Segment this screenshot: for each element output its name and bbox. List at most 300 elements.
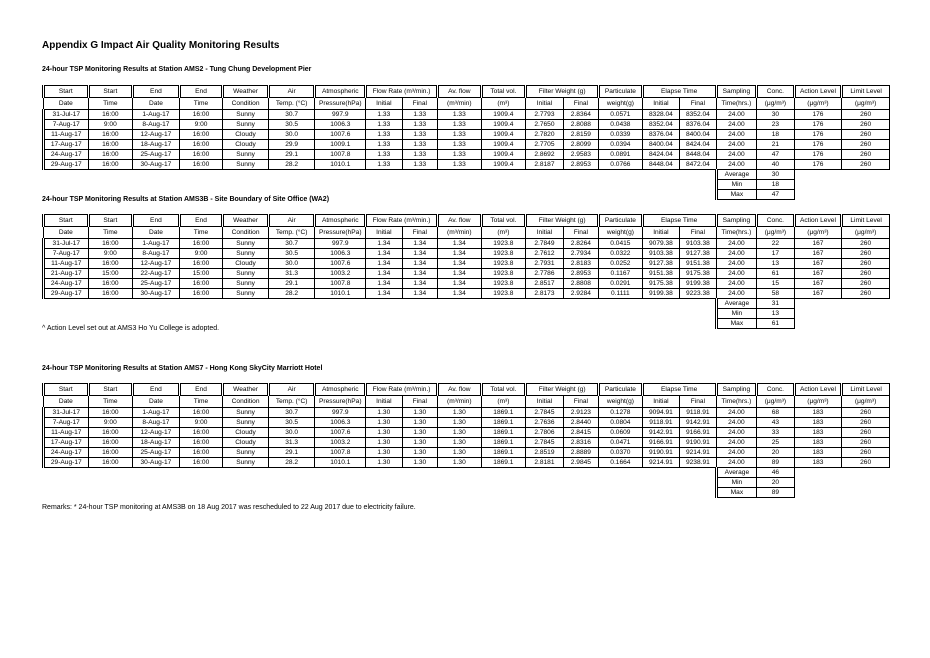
table-cell: 1007.6 bbox=[315, 428, 366, 438]
stat-value: 47 bbox=[757, 190, 794, 200]
table-cell: 16:00 bbox=[88, 239, 133, 249]
table-cell: 16:00 bbox=[179, 289, 223, 299]
table-cell: 1.33 bbox=[438, 160, 482, 170]
table-cell: 0.0571 bbox=[599, 110, 643, 120]
table-cell: 9103.38 bbox=[642, 249, 679, 259]
table-cell: 24.00 bbox=[716, 239, 757, 249]
table-cell: 0.0891 bbox=[599, 150, 643, 160]
table-cell: 2.8519 bbox=[526, 448, 563, 458]
table-cell: 260 bbox=[842, 458, 890, 468]
table-row bbox=[44, 150, 890, 160]
table-cell: 8400.04 bbox=[680, 130, 716, 140]
header-row-1 bbox=[44, 86, 890, 98]
column-subheader: (μg/m³) bbox=[757, 227, 794, 239]
column-subheader: Date bbox=[44, 396, 89, 408]
column-header: End bbox=[133, 384, 180, 396]
table-cell: 1.33 bbox=[402, 160, 437, 170]
table-cell: 1.34 bbox=[402, 259, 437, 269]
table-cell: 24.00 bbox=[716, 408, 757, 418]
table-cell: 17 bbox=[757, 249, 794, 259]
column-subheader: (μg/m³) bbox=[842, 396, 890, 408]
table-cell: 24.00 bbox=[716, 448, 757, 458]
column-subheader: Condition bbox=[223, 227, 269, 239]
table-cell: 30.5 bbox=[268, 120, 315, 130]
column-subheader: Initial bbox=[366, 98, 402, 110]
table-cell: 8352.04 bbox=[642, 120, 679, 130]
stat-label: Min bbox=[716, 478, 757, 488]
table-cell: 0.0339 bbox=[599, 130, 643, 140]
table-cell: 1.30 bbox=[366, 418, 402, 428]
header-row-1 bbox=[44, 215, 890, 227]
table-cell: 2.8808 bbox=[563, 279, 598, 289]
table-cell: 1.30 bbox=[366, 428, 402, 438]
table-cell: 9214.91 bbox=[680, 448, 716, 458]
column-header: Filter Weight (g) bbox=[526, 215, 599, 227]
column-header: Sampling bbox=[716, 384, 757, 396]
table-cell: 2.8099 bbox=[563, 140, 598, 150]
table-cell: 24.00 bbox=[716, 279, 757, 289]
stat-value: 18 bbox=[757, 180, 794, 190]
table-cell: 1.33 bbox=[402, 120, 437, 130]
column-header: Atmospheric bbox=[315, 215, 366, 227]
table-cell: 1.33 bbox=[366, 130, 402, 140]
table-cell: 31-Jul-17 bbox=[44, 408, 89, 418]
table-cell: 16:00 bbox=[179, 110, 223, 120]
table-cell: 2.7820 bbox=[526, 130, 563, 140]
table-cell: 33 bbox=[757, 428, 794, 438]
table-cell: 15:00 bbox=[88, 269, 133, 279]
column-header: Sampling bbox=[716, 215, 757, 227]
blank-cell bbox=[44, 170, 717, 180]
table-cell: 1.30 bbox=[438, 428, 482, 438]
table-cell: 1.33 bbox=[438, 110, 482, 120]
table-cell: 2.8953 bbox=[563, 160, 598, 170]
table-cell: Cloudy bbox=[223, 140, 269, 150]
section-title-ams2: 24-hour TSP Monitoring Results at Station AMS2 - Tung Chung Development Pier bbox=[42, 66, 312, 73]
header-row-1 bbox=[44, 384, 890, 396]
table-cell: Sunny bbox=[223, 249, 269, 259]
column-subheader: Temp. (°C) bbox=[268, 98, 315, 110]
table-cell: 9:00 bbox=[179, 249, 223, 259]
column-subheader: (μg/m³) bbox=[757, 98, 794, 110]
table-cell: 16:00 bbox=[88, 160, 133, 170]
table-cell: 2.9583 bbox=[563, 150, 598, 160]
table-cell: 9151.38 bbox=[680, 259, 716, 269]
column-header: Av. flow bbox=[438, 215, 482, 227]
table-cell: 43 bbox=[757, 418, 794, 428]
column-header: Action Level bbox=[794, 384, 842, 396]
column-subheader: Initial bbox=[366, 227, 402, 239]
table-cell: 1.30 bbox=[402, 428, 437, 438]
column-subheader: (μg/m³) bbox=[842, 227, 890, 239]
table-cell: 2.7793 bbox=[526, 110, 563, 120]
table-row bbox=[44, 418, 890, 428]
table-cell: 2.9284 bbox=[563, 289, 598, 299]
table-cell: 1-Aug-17 bbox=[133, 110, 180, 120]
table-cell: 2.8159 bbox=[563, 130, 598, 140]
column-subheader: weight(g) bbox=[599, 98, 643, 110]
table-cell: 68 bbox=[757, 408, 794, 418]
table-cell: 24.00 bbox=[716, 120, 757, 130]
blank-cell bbox=[44, 180, 717, 190]
table-cell: 89 bbox=[757, 458, 794, 468]
table-cell: 1923.8 bbox=[481, 279, 526, 289]
table-cell: 8328.04 bbox=[642, 110, 679, 120]
table-cell: 8424.04 bbox=[642, 150, 679, 160]
header-row-2 bbox=[44, 396, 890, 408]
table-cell: 16:00 bbox=[88, 438, 133, 448]
table-cell: 2.8517 bbox=[526, 279, 563, 289]
column-header: Av. flow bbox=[438, 86, 482, 98]
table-cell: 183 bbox=[794, 428, 842, 438]
table-cell: 1.33 bbox=[366, 160, 402, 170]
column-header: Conc. bbox=[757, 215, 794, 227]
table-cell: 1009.1 bbox=[315, 140, 366, 150]
stat-label: Average bbox=[716, 468, 757, 478]
column-header: Flow Rate (m³/min.) bbox=[366, 215, 438, 227]
table-cell: 16:00 bbox=[88, 150, 133, 160]
table-cell: 29.1 bbox=[268, 448, 315, 458]
table-cell: 2.8088 bbox=[563, 120, 598, 130]
table-cell: 29-Aug-17 bbox=[44, 289, 89, 299]
table-cell: 25-Aug-17 bbox=[133, 279, 180, 289]
table-cell: 9190.91 bbox=[642, 448, 679, 458]
table-cell: 1.33 bbox=[366, 140, 402, 150]
table-cell: 29.9 bbox=[268, 140, 315, 150]
column-header: Start bbox=[44, 215, 89, 227]
column-subheader: Initial bbox=[526, 98, 563, 110]
table-cell: Sunny bbox=[223, 160, 269, 170]
table-cell: 2.7849 bbox=[526, 239, 563, 249]
table-cell: 260 bbox=[842, 239, 890, 249]
stat-label: Average bbox=[716, 299, 757, 309]
column-header: Total vol. bbox=[481, 215, 526, 227]
table-cell: 183 bbox=[794, 438, 842, 448]
table-cell: 16:00 bbox=[179, 259, 223, 269]
table-cell: 176 bbox=[794, 130, 842, 140]
table-cell: 24.00 bbox=[716, 269, 757, 279]
table-row bbox=[44, 428, 890, 438]
column-subheader: (m³) bbox=[481, 396, 526, 408]
table-cell: 9103.38 bbox=[680, 239, 716, 249]
table-cell: 9166.91 bbox=[642, 438, 679, 448]
table-cell: 176 bbox=[794, 120, 842, 130]
column-header: Air bbox=[268, 86, 315, 98]
table-cell: 997.9 bbox=[315, 110, 366, 120]
tsp-table-ams3b bbox=[42, 214, 890, 329]
table-cell: 30-Aug-17 bbox=[133, 160, 180, 170]
table-cell: 16:00 bbox=[179, 239, 223, 249]
table-cell: 30.0 bbox=[268, 428, 315, 438]
table-cell: Cloudy bbox=[223, 428, 269, 438]
table-cell: 167 bbox=[794, 239, 842, 249]
column-subheader: (m³/min) bbox=[438, 98, 482, 110]
table-cell: 18-Aug-17 bbox=[133, 438, 180, 448]
table-cell: Sunny bbox=[223, 120, 269, 130]
table-cell: 260 bbox=[842, 269, 890, 279]
table-cell: 24.00 bbox=[716, 130, 757, 140]
table-cell: 1007.6 bbox=[315, 130, 366, 140]
table-cell: Sunny bbox=[223, 408, 269, 418]
column-subheader: Initial bbox=[642, 227, 679, 239]
table-cell: 9094.91 bbox=[642, 408, 679, 418]
table-cell: 1.33 bbox=[402, 130, 437, 140]
table-cell: 260 bbox=[842, 160, 890, 170]
table-cell: 0.0370 bbox=[599, 448, 643, 458]
table-cell: 16:00 bbox=[179, 279, 223, 289]
stat-label: Average bbox=[716, 170, 757, 180]
column-subheader: Temp. (°C) bbox=[268, 227, 315, 239]
column-subheader: Initial bbox=[366, 396, 402, 408]
table-cell: 16:00 bbox=[179, 428, 223, 438]
table-cell: 260 bbox=[842, 448, 890, 458]
table-cell: 1.30 bbox=[402, 418, 437, 428]
table-cell: 2.8953 bbox=[563, 269, 598, 279]
table-cell: 1.30 bbox=[402, 408, 437, 418]
column-subheader: Initial bbox=[526, 227, 563, 239]
table-cell: 7-Aug-17 bbox=[44, 249, 89, 259]
table-cell: Sunny bbox=[223, 110, 269, 120]
table-cell: 9:00 bbox=[88, 418, 133, 428]
table-cell: 24.00 bbox=[716, 249, 757, 259]
table-cell: 1.34 bbox=[402, 269, 437, 279]
table-cell: 22-Aug-17 bbox=[133, 269, 180, 279]
table-cell: 1.34 bbox=[366, 249, 402, 259]
table-cell: 24-Aug-17 bbox=[44, 448, 89, 458]
table-cell: 8-Aug-17 bbox=[133, 249, 180, 259]
column-subheader: Time(hrs.) bbox=[716, 227, 757, 239]
column-header: Flow Rate (m³/min.) bbox=[366, 384, 438, 396]
table-row bbox=[44, 279, 890, 289]
stat-label: Max bbox=[716, 319, 757, 329]
table-cell: 0.0609 bbox=[599, 428, 643, 438]
table-cell: 9166.91 bbox=[680, 428, 716, 438]
table-cell: 9175.38 bbox=[642, 279, 679, 289]
table-cell: 17-Aug-17 bbox=[44, 140, 89, 150]
table-cell: 1923.8 bbox=[481, 289, 526, 299]
table-cell: 2.8889 bbox=[563, 448, 598, 458]
table-cell: 16:00 bbox=[88, 140, 133, 150]
table-cell: 9:00 bbox=[88, 120, 133, 130]
table-cell: 30.7 bbox=[268, 239, 315, 249]
column-subheader: Time bbox=[179, 396, 223, 408]
table-cell: 25-Aug-17 bbox=[133, 448, 180, 458]
table-cell: 25-Aug-17 bbox=[133, 150, 180, 160]
table-cell: 9:00 bbox=[179, 120, 223, 130]
table-cell: 0.0291 bbox=[599, 279, 643, 289]
table-cell: 0.1278 bbox=[599, 408, 643, 418]
stat-label: Min bbox=[716, 180, 757, 190]
column-header: Filter Weight (g) bbox=[526, 384, 599, 396]
table-cell: 24.00 bbox=[716, 418, 757, 428]
table-cell: 30-Aug-17 bbox=[133, 289, 180, 299]
blank-cell bbox=[794, 170, 889, 180]
table-cell: 1.33 bbox=[366, 150, 402, 160]
table-cell: 7-Aug-17 bbox=[44, 418, 89, 428]
table-cell: 8-Aug-17 bbox=[133, 418, 180, 428]
column-header: Air bbox=[268, 215, 315, 227]
blank-cell bbox=[794, 309, 889, 319]
table-cell: Sunny bbox=[223, 448, 269, 458]
table-cell: 1869.1 bbox=[481, 458, 526, 468]
table-cell: 30.7 bbox=[268, 110, 315, 120]
column-header: Limit Level bbox=[842, 215, 890, 227]
column-header: Atmospheric bbox=[315, 86, 366, 98]
table-cell: 29.1 bbox=[268, 150, 315, 160]
table-cell: 31-Jul-17 bbox=[44, 110, 89, 120]
table-cell: 176 bbox=[794, 160, 842, 170]
table-cell: 183 bbox=[794, 448, 842, 458]
table-cell: 24.00 bbox=[716, 110, 757, 120]
table-cell: 24-Aug-17 bbox=[44, 150, 89, 160]
table-cell: Cloudy bbox=[223, 259, 269, 269]
table-row bbox=[44, 110, 890, 120]
table-cell: 260 bbox=[842, 438, 890, 448]
remarks: Remarks: * 24-hour TSP monitoring at AMS3B on 18 Aug 2017 was rescheduled to 22 Aug 2017 due to electricity failure. bbox=[42, 504, 416, 511]
table-cell: 9223.38 bbox=[680, 289, 716, 299]
table-cell: 1.33 bbox=[438, 140, 482, 150]
table-cell: 1.34 bbox=[438, 249, 482, 259]
table-cell: 183 bbox=[794, 408, 842, 418]
table-cell: 1.33 bbox=[438, 120, 482, 130]
table-cell: 1869.1 bbox=[481, 438, 526, 448]
column-subheader: Date bbox=[133, 227, 180, 239]
table-cell: 9:00 bbox=[88, 249, 133, 259]
column-subheader: Final bbox=[402, 227, 437, 239]
table-cell: 2.7934 bbox=[563, 249, 598, 259]
table-cell: 9199.38 bbox=[680, 279, 716, 289]
column-subheader: Time(hrs.) bbox=[716, 98, 757, 110]
table-cell: 2.8692 bbox=[526, 150, 563, 160]
table-cell: 1.34 bbox=[366, 289, 402, 299]
table-cell: 1.34 bbox=[402, 289, 437, 299]
blank-cell bbox=[44, 488, 717, 498]
table-cell: 16:00 bbox=[88, 448, 133, 458]
table-cell: 1923.8 bbox=[481, 249, 526, 259]
table-cell: 9118.91 bbox=[680, 408, 716, 418]
column-header: Start bbox=[88, 384, 133, 396]
column-subheader: Final bbox=[680, 227, 716, 239]
column-subheader: weight(g) bbox=[599, 396, 643, 408]
column-header: Weather bbox=[223, 86, 269, 98]
column-subheader: (m³) bbox=[481, 227, 526, 239]
table-cell: 2.7931 bbox=[526, 259, 563, 269]
table-cell: Sunny bbox=[223, 418, 269, 428]
column-subheader: Final bbox=[563, 227, 598, 239]
table-cell: 29-Aug-17 bbox=[44, 458, 89, 468]
blank-cell bbox=[794, 478, 889, 488]
column-subheader: Final bbox=[563, 98, 598, 110]
table-cell: 167 bbox=[794, 249, 842, 259]
column-header: Start bbox=[88, 215, 133, 227]
table-cell: 260 bbox=[842, 289, 890, 299]
table-cell: 11-Aug-17 bbox=[44, 428, 89, 438]
table-cell: 24.00 bbox=[716, 259, 757, 269]
table-cell: 1909.4 bbox=[481, 120, 526, 130]
table-cell: 24.00 bbox=[716, 140, 757, 150]
column-subheader: Pressure(hPa) bbox=[315, 98, 366, 110]
table-cell: 1.34 bbox=[438, 259, 482, 269]
table-cell: 13 bbox=[757, 259, 794, 269]
column-subheader: Date bbox=[133, 396, 180, 408]
table-cell: 2.7845 bbox=[526, 408, 563, 418]
column-subheader: Condition bbox=[223, 396, 269, 408]
table-cell: 9238.91 bbox=[680, 458, 716, 468]
table-cell: 9142.91 bbox=[642, 428, 679, 438]
column-header: Sampling bbox=[716, 86, 757, 98]
table-cell: 1.30 bbox=[438, 418, 482, 428]
table-cell: 1.30 bbox=[402, 438, 437, 448]
table-cell: 40 bbox=[757, 160, 794, 170]
column-subheader: Date bbox=[133, 98, 180, 110]
table-cell: 167 bbox=[794, 259, 842, 269]
column-subheader: Pressure(hPa) bbox=[315, 396, 366, 408]
table-cell: 30.5 bbox=[268, 418, 315, 428]
table-cell: 18-Aug-17 bbox=[133, 140, 180, 150]
table-cell: 1.30 bbox=[438, 448, 482, 458]
table-cell: 2.7845 bbox=[526, 438, 563, 448]
table-cell: 24.00 bbox=[716, 150, 757, 160]
table-cell: 183 bbox=[794, 458, 842, 468]
table-row bbox=[44, 448, 890, 458]
page-title: Appendix G Impact Air Quality Monitoring Results bbox=[42, 40, 280, 51]
table-cell: 1869.1 bbox=[481, 428, 526, 438]
table-cell: 2.7612 bbox=[526, 249, 563, 259]
column-subheader: Final bbox=[680, 396, 716, 408]
column-header: Limit Level bbox=[842, 384, 890, 396]
table-cell: 30.0 bbox=[268, 259, 315, 269]
tsp-table-ams7 bbox=[42, 383, 890, 498]
table-cell: 1003.2 bbox=[315, 438, 366, 448]
table-cell: 1909.4 bbox=[481, 150, 526, 160]
table-cell: 30.5 bbox=[268, 249, 315, 259]
table-cell: 21-Aug-17 bbox=[44, 269, 89, 279]
table-cell: Sunny bbox=[223, 458, 269, 468]
table-cell: 1.30 bbox=[402, 448, 437, 458]
table-cell: 1007.6 bbox=[315, 259, 366, 269]
table-cell: 16:00 bbox=[179, 160, 223, 170]
column-subheader: (m³/min) bbox=[438, 396, 482, 408]
table-cell: 16:00 bbox=[88, 408, 133, 418]
table-cell: 24.00 bbox=[716, 428, 757, 438]
blank-cell bbox=[794, 319, 889, 329]
table-cell: 1.33 bbox=[366, 110, 402, 120]
table-cell: 1.34 bbox=[438, 279, 482, 289]
column-header: Elapse Time bbox=[642, 384, 716, 396]
table-cell: 1909.4 bbox=[481, 110, 526, 120]
table-cell: 12-Aug-17 bbox=[133, 259, 180, 269]
column-subheader: Time bbox=[88, 227, 133, 239]
table-cell: 11-Aug-17 bbox=[44, 259, 89, 269]
column-header: End bbox=[133, 86, 180, 98]
table-cell: 1.34 bbox=[402, 279, 437, 289]
table-cell: 1909.4 bbox=[481, 160, 526, 170]
column-header: End bbox=[133, 215, 180, 227]
blank-cell bbox=[794, 299, 889, 309]
table-cell: 1010.1 bbox=[315, 160, 366, 170]
table-cell: Sunny bbox=[223, 279, 269, 289]
table-cell: 8472.04 bbox=[680, 160, 716, 170]
column-header: Action Level bbox=[794, 86, 842, 98]
table-cell: 31.3 bbox=[268, 438, 315, 448]
table-cell: 1923.8 bbox=[481, 239, 526, 249]
table-cell: 997.9 bbox=[315, 408, 366, 418]
stat-label: Max bbox=[716, 190, 757, 200]
table-cell: 16:00 bbox=[88, 289, 133, 299]
column-header: Weather bbox=[223, 384, 269, 396]
table-cell: 9127.38 bbox=[680, 249, 716, 259]
stats-row bbox=[44, 478, 890, 488]
